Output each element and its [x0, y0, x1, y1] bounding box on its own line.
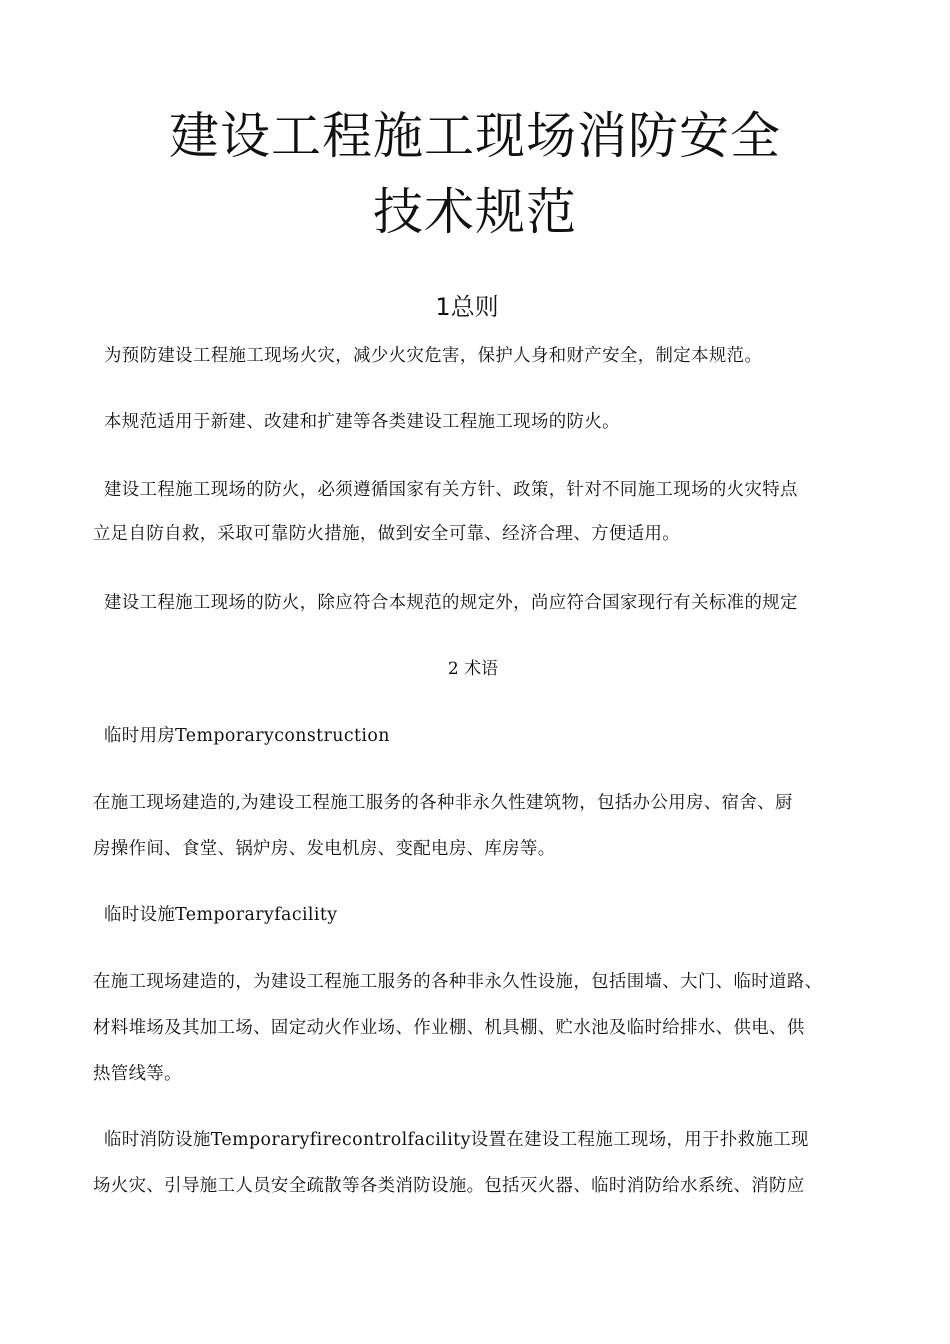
paragraph-line: 临时消防设施Temporaryfirecontrolfacility设置在建设工程施工现场，用于扑救施工现	[104, 1130, 809, 1150]
document-title-line-1: 建设工程施工现场消防安全	[169, 107, 781, 165]
paragraph-line: 热管线等。	[93, 1064, 182, 1084]
paragraph-line: 建设工程施工现场的防火，必须遵循国家有关方针、政策，针对不同施工现场的火灾特点	[104, 480, 798, 500]
paragraph-line: 为预防建设工程施工现场火灾，减少火灾危害，保护人身和财产安全，制定本规范。	[104, 346, 763, 366]
paragraph-line: 场火灾、引导施工人员安全疏散等各类消防设施。包括灭火器、临时消防给水系统、消防应	[93, 1176, 805, 1196]
paragraph-line: 材料堆场及其加工场、固定动火作业场、作业棚、机具棚、贮水池及临时给排水、供电、供	[93, 1018, 805, 1038]
section-heading-terms: 2 术语	[447, 659, 499, 679]
section-heading-general: 1总则	[435, 293, 499, 321]
paragraph-line: 建设工程施工现场的防火，除应符合本规范的规定外，尚应符合国家现行有关标准的规定	[104, 593, 798, 613]
paragraph-line: 在施工现场建造的,为建设工程施工服务的各种非永久性建筑物，包括办公用房、宿舍、厨	[93, 793, 793, 813]
document-title-line-2: 技术规范	[373, 183, 577, 241]
paragraph-line: 在施工现场建造的，为建设工程施工服务的各种非永久性设施，包括围墙、大门、临时道路、	[93, 972, 823, 992]
term-heading: 临时设施Temporaryfacility	[104, 905, 338, 925]
paragraph-line: 房操作间、食堂、锅炉房、发电机房、变配电房、库房等。	[93, 839, 556, 859]
paragraph-line: 本规范适用于新建、改建和扩建等各类建设工程施工现场的防火。	[104, 412, 620, 432]
paragraph-line: 立足自防自救，采取可靠防火措施，做到安全可靠、经济合理、方便适用。	[93, 524, 681, 544]
term-heading: 临时用房Temporaryconstruction	[104, 726, 390, 746]
